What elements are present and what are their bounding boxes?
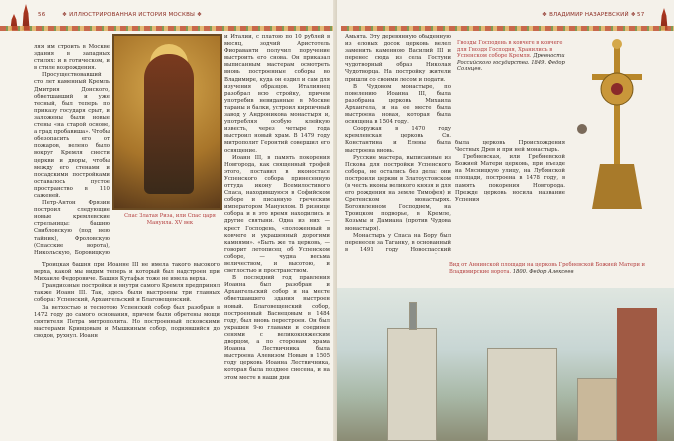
paragraph: За ветхостью и теснотою Успенский собор был разобран в 1472 году до самого основания, причем были обретены мощи святителя Петра митрополита. Но построенный псковскими мастерами Кривцовым и Мышкиным собор, поднявшийся до сводов, рухнул. Иоанн: [34, 304, 220, 339]
reliquary-cross-image: [570, 34, 665, 214]
paragraph: В последний год правления Иоанна был разобран и Архангельский собор и на месте обветшавшего здания выстроен новый. Благовещенский собор, построенный Васнецовым в 1484 году, был вновь перестроен. Он был украшен 9-ю главами и соединен сенями с великокняжеским дворцом, а по сторонам храма Иоанна Лествичника была выстроена Алевизом Новым в 1505 году церковь Иоанна Лествичника, которая была позднее снесена, и на этом месте в наши дни: [224, 275, 330, 381]
running-head: ❖ ИЛЛЮСТРИРОВАННАЯ ИСТОРИЯ МОСКВЫ ❖: [62, 12, 203, 18]
text-column-1: [34, 44, 110, 257]
text-column-3: [224, 34, 330, 438]
caption-source: 1800. Федор Алексеев: [512, 268, 574, 275]
paragraph: была церковь Происхождения Честных Древ и при ней монастырь.: [455, 140, 565, 154]
text-column-1: [345, 34, 451, 254]
text-column-2: [455, 140, 565, 254]
page-number: 56: [38, 12, 46, 18]
paragraph: Грандиозные постройки и внутри самого Кремля предпринял также Иоанн III. Так, здесь были выстроены три главных собора: Успенский, Архангельский и Благовещенский.: [34, 283, 220, 304]
paragraph: и Италии, с платою по 10 рублей в месяц, зодчий Аристотель Фиораванти получил поручение выстроить его снова. Он приказал выписанным мастерам осмотреть вновь построенные соборы во Владимире, куда он ездил и сам для изучения образцов. Италиянец разобрал всю стройку, причем употребив невиданные в Москве тараны и балки, устроил кирпичный завод у Андроникова монастыря и, употребляя особую клейкую известь, через четыре года выстроил новый храм. В 1479 году митрополит Геронтий совершил его освящение.: [224, 34, 330, 154]
watercolor-painting-moscow-street: [337, 288, 674, 441]
paragraph: Просуществовавший сто лет каменный Кремль Дмитрия Донского, обветшавший и уже тесный, был теперь по приказу государя срыт, и заложены были новые стены «на старой основе, а град пробавиша». Чтобы обезопасить его от пожаров, велено было вокруг Кремля снести церкви и дворы, чтобы между его стенами и посадскими постройками оставалось пустое пространство в 110 саженей.: [34, 72, 110, 199]
paragraph: Иоанн III, в память покорения Новгорода, как священный трофей этого, поставил в иконостасе Успенского собора принесенную оттуда икону Всемилостивого Спаса, находившуюся в Софийском соборе и писанную греческим императором Мануилом. В ризнице собора и в это время находились и другие святыни. Одна из них — крест Господень, «положенный в ковчеге и украшенный дорогими камнями». «Быть же та церковь, — говорит летописец об Успенском соборе, — чудна весьма величеством, и высотою, и светлостью и пространством.: [224, 154, 330, 275]
ornamental-band: [0, 26, 333, 31]
paragraph: Петр-Антон Фрязин построил следующие новые кремлевские стрельницы: башню Свибловскую (под нею тайник), Фроловскую (Спасские ворота), Никольскую, Боровицкую: [34, 200, 110, 256]
paragraph: ляя им строить в Москве здания в западных стилях: и в готическом, и в стиле возрождения.: [34, 44, 110, 72]
paragraph: Амьята. Эту деревянную обыденную из еловых досок церковь велел заменить каменною Василий III и перенес сюда из села Гостуни чудотворный образ Николая Чудотворца. На постройку жители пришли со своими лесом и подати.: [345, 34, 451, 83]
caption-title: Гвозды Господень в ковчеге в ковчеге для Гвоздя Господня, Хранились в Успенском соборе Кремля.: [457, 40, 563, 60]
paragraph: Троицкая башня при Иоанне III не имела такого высокого верха, какой мы видим теперь и который был надстроен при Михаиле Федоровиче. Башня Кутафья тоже не имела верха.: [34, 262, 220, 283]
caption-source: Древности Российского государства. 1849. Федор Солнцев.: [457, 53, 565, 73]
paragraph: В Чудовом монастыре, по повелению Иоанна III, была разобрана церковь Михаила Архангела, и на ее месте была выстроена новая, которая была освящена в 1504 году.: [345, 83, 451, 126]
caption-title: Вид от Аннинской площади на церковь Гребневской Божией Матери и Владимирские ворота.: [449, 262, 646, 275]
running-head: ❖ ВЛАДИМИР НАЗАРЕВСКИЙ ❖: [542, 12, 636, 18]
watercolor-caption: [449, 262, 649, 275]
image-caption: Спас Златая Риза, или Спас царя Мануила. XV век: [124, 213, 216, 226]
paragraph: Гребневская, или Гребневской Божией Матери церковь, при въезде на Мясницкую улицу, на Лубянской площади, построена в 1478 году, в память покорения Новгорода. Прежде церковь носила название Успения: [455, 154, 565, 203]
text-column-1-lower: [34, 262, 220, 438]
paragraph: Русские мастера, выписанные из Пскова для постройки Успенского собора, не остались без дела: они построили церкви в Златоустовском (в честь иконы великого князя и для его рождения на земле Тимофея) и Сретенском монастырях. Богоявленном Господнем, на Троицком подворье, в Кремле, Козьмы и Дамиана (против Чудова монастыря).: [345, 154, 451, 232]
page-number: 57: [637, 12, 645, 18]
ornamental-band: [341, 26, 674, 31]
paragraph: Сооружая в 1470 году кремлевская церковь Св. Константина и Елены была выстроена вновь.: [345, 126, 451, 154]
icon-painting-savior: [112, 34, 222, 210]
relic-caption: [457, 40, 567, 73]
paragraph: Монастырь у Спаса на Бору был перенесен за Таганку, в основанный в 1491 году Новоспасский: [345, 232, 451, 253]
